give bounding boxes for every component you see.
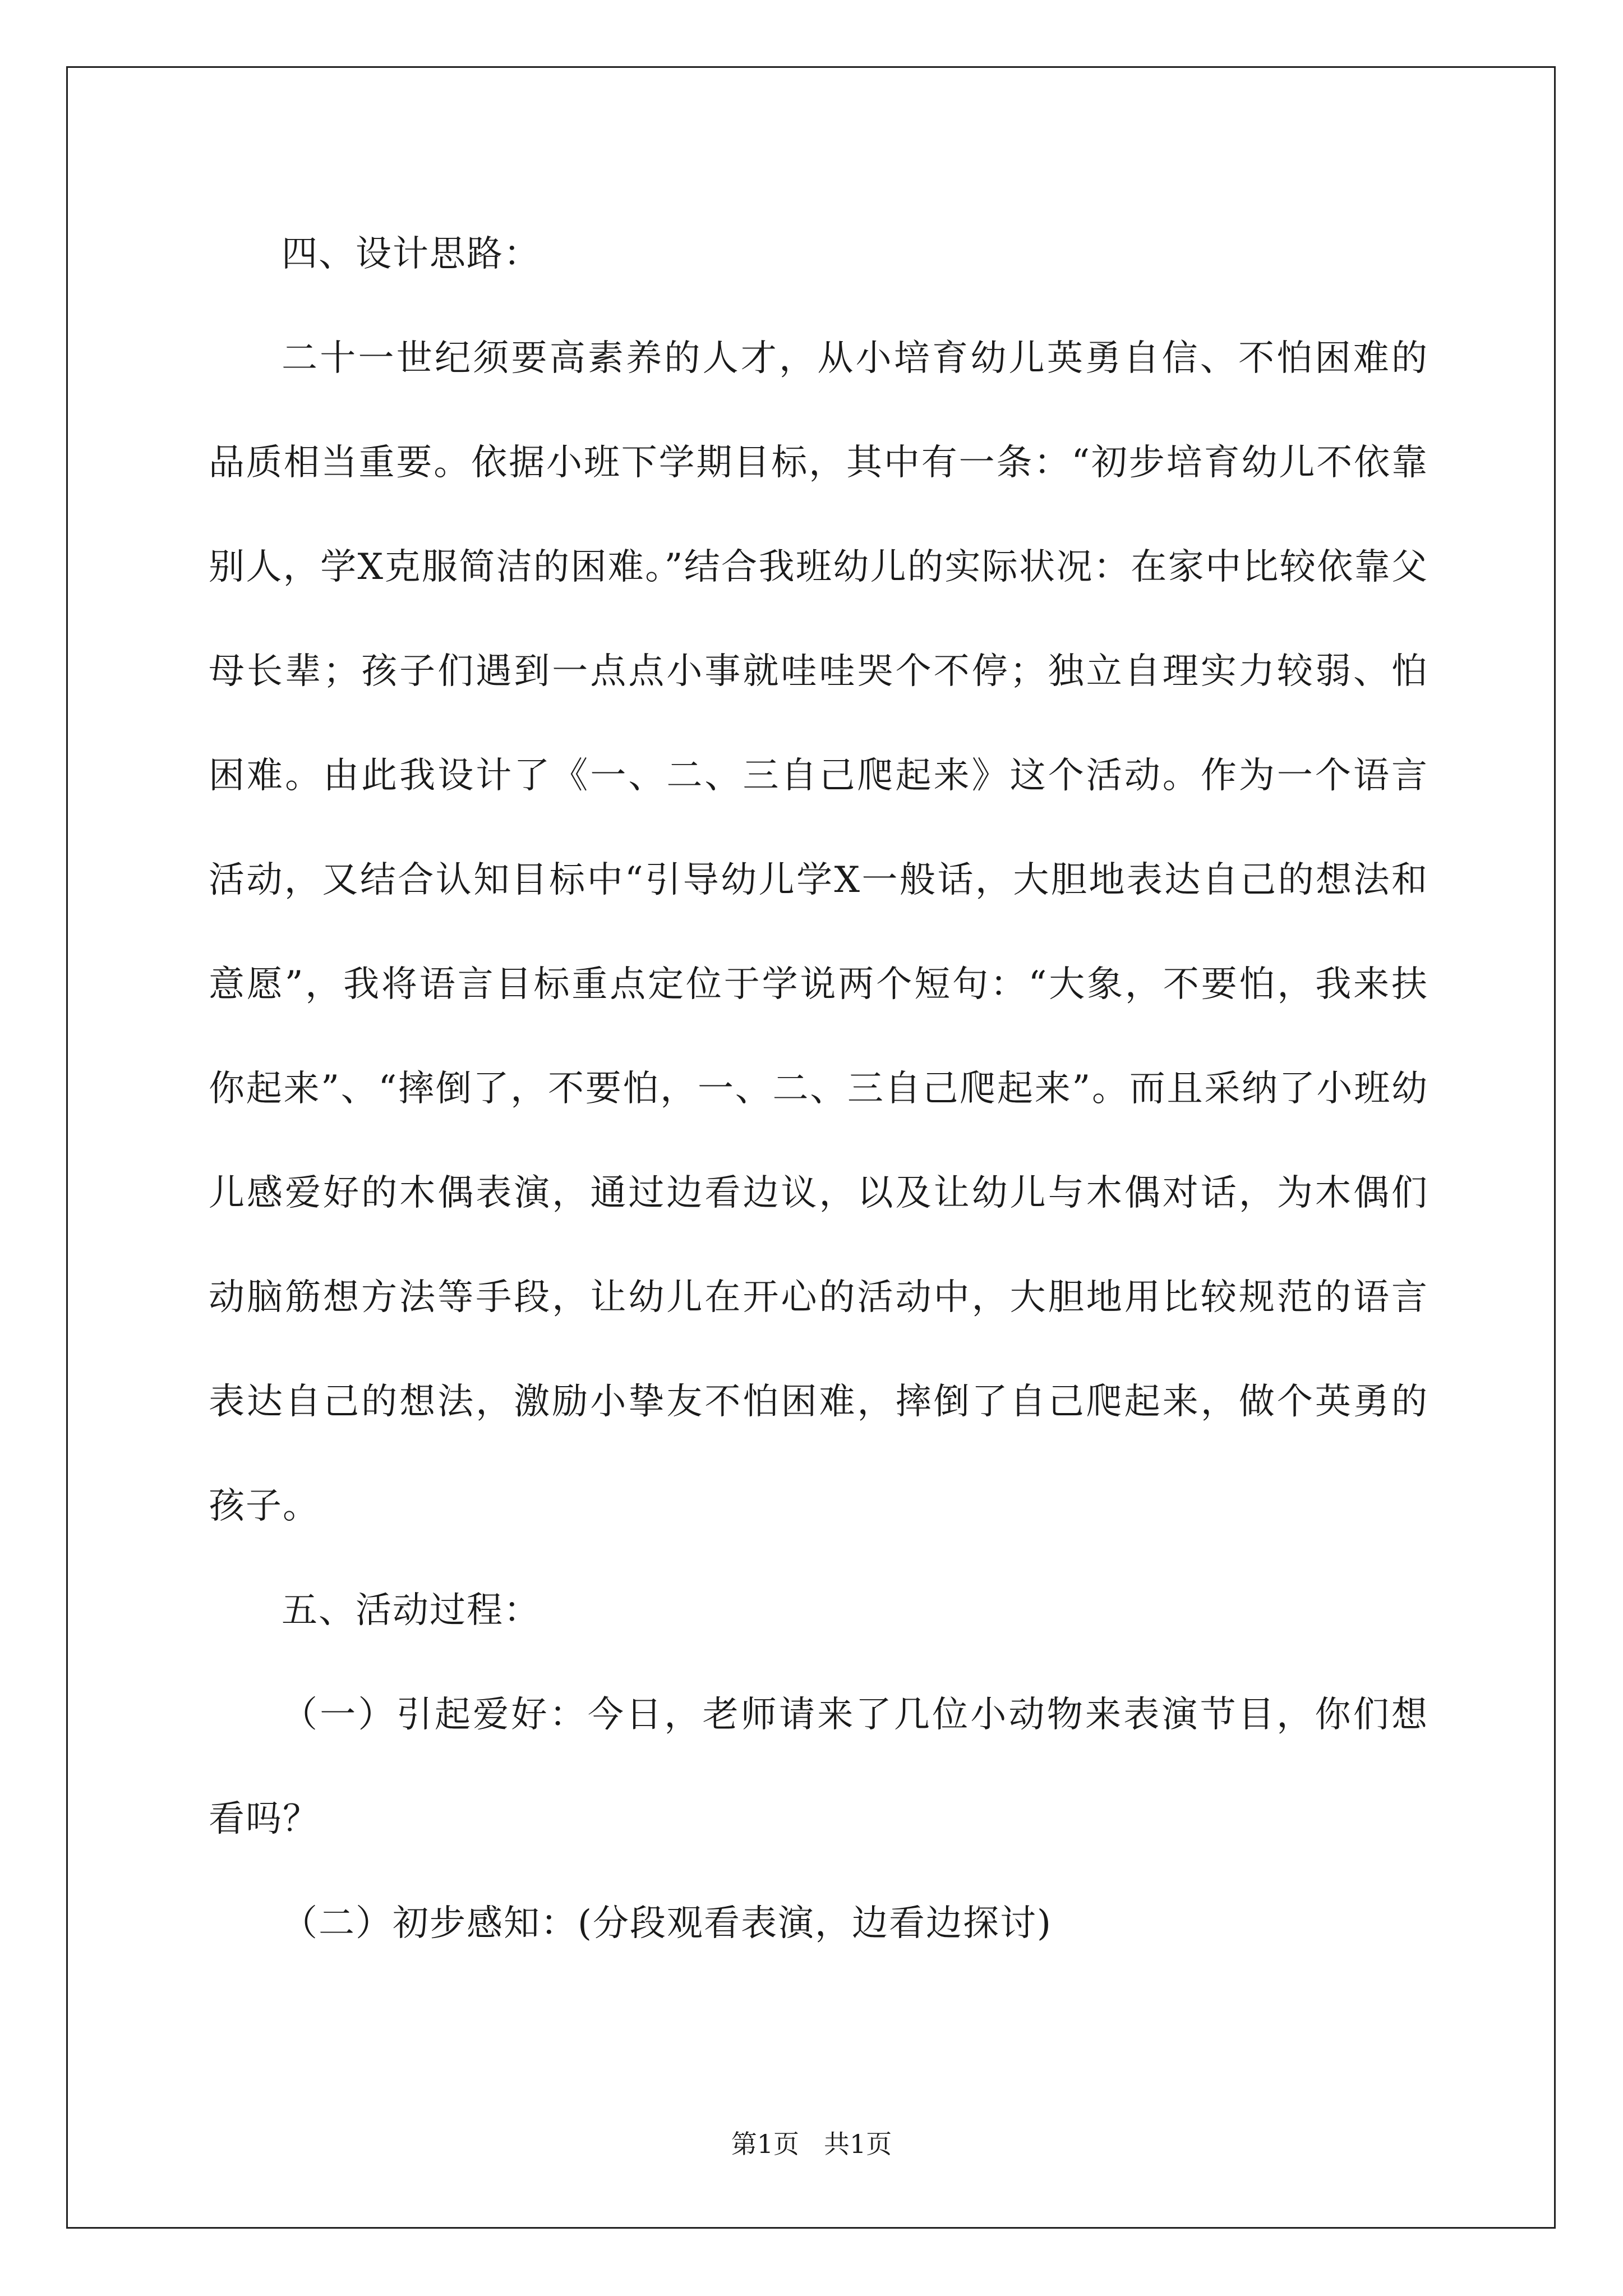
section-heading-process: 五、活动过程：: [282, 1590, 541, 1631]
page-footer: [0, 2127, 1623, 2161]
body-paragraph-step-2: （二）初步感知：(分段观看表演，边看边探讨): [282, 1903, 1052, 1944]
section-heading-design: 四、设计思路：: [282, 233, 541, 275]
document-body: [209, 202, 1428, 1976]
body-paragraph-step-1: （一）引起爱好：今日，老师请来了几位小动物来表演节目，你们想看吗？: [209, 1694, 1428, 1840]
body-paragraph-design: 二十一世纪须要高素养的人才，从小培育幼儿英勇自信、不怕困难的品质相当重要。依据小班下学期目标，其中有一条：“初步培育幼儿不依靠别人，学X克服简洁的困难。”结合我班幼儿的实际状况：在家中比较依靠父母长辈；孩子们遇到一点点小事就哇哇哭个不停；独立自理实力较弱、怕困难。由此我设计了《一、二、三自己爬起来》这个活动。作为一个语言活动，又结合认知目标中“引导幼儿学X一般话，大胆地表达自己的想法和意愿”，我将语言目标重点定位于学说两个短句：“大象，不要怕，我来扶你起来”、“摔倒了，不要怕，一、二、三自己爬起来”。而且采纳了小班幼儿感爱好的木偶表演，通过边看边议，以及让幼儿与木偶对话，为木偶们动脑筋想方法等手段，让幼儿在开心的活动中，大胆地用比较规范的语言表达自己的想法，激励小挚友不怕困难，摔倒了自己爬起来，做个英勇的孩子。: [209, 338, 1428, 1527]
page-number: 第1页: [731, 2129, 799, 2159]
page-total: 共1页: [824, 2129, 892, 2159]
